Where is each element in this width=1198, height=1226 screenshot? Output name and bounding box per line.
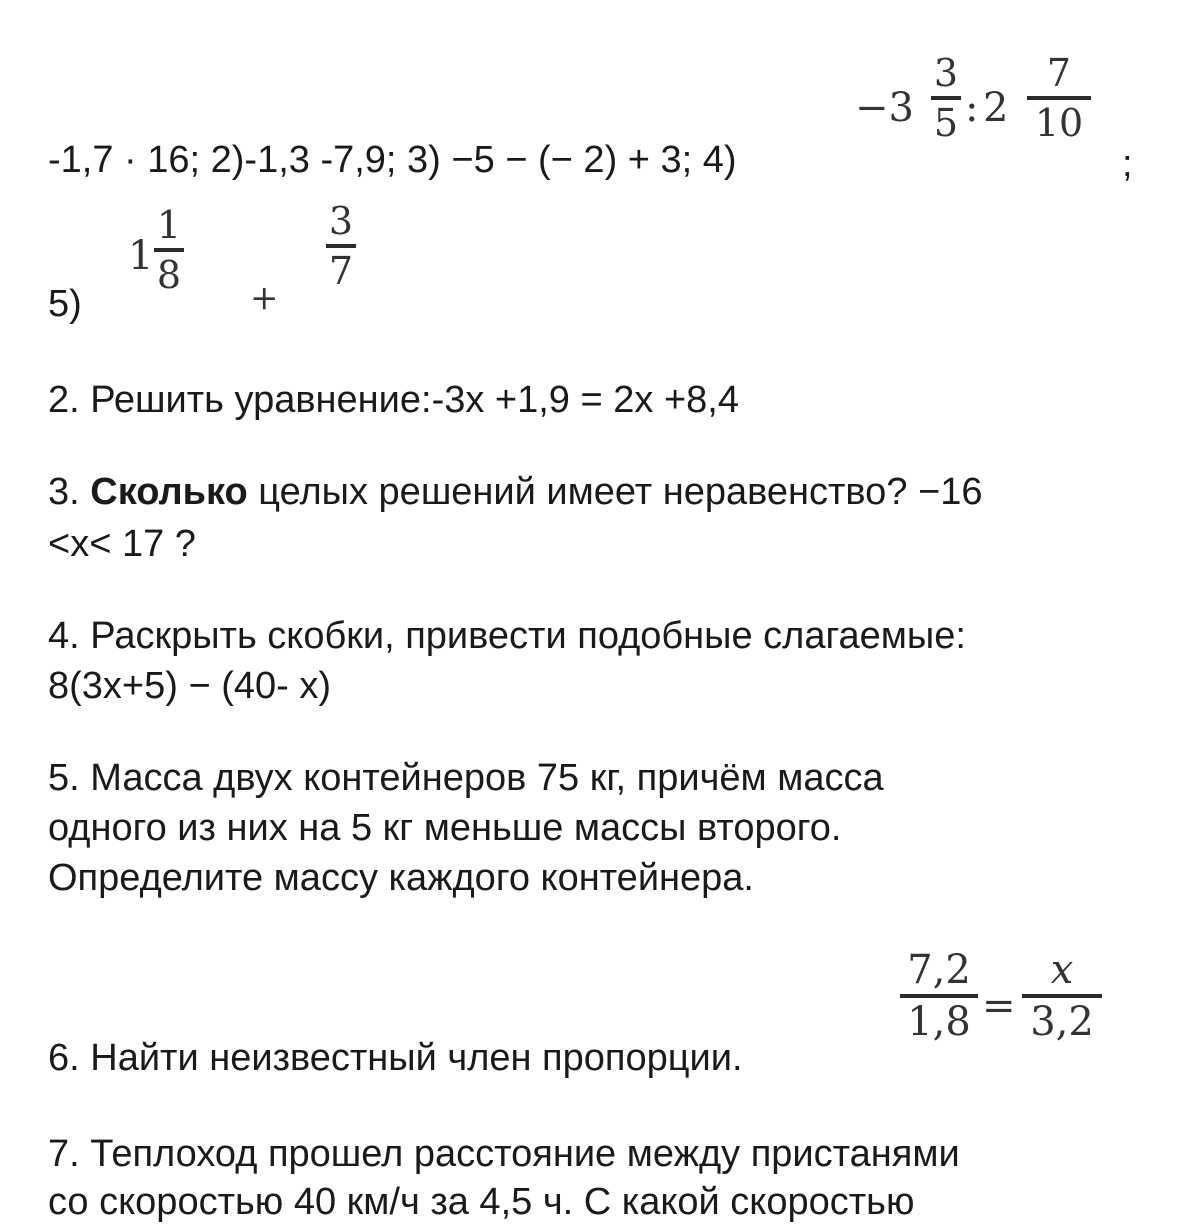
expr5-frac2-denominator: 7	[328, 249, 354, 293]
item5-label: 5)	[48, 283, 82, 325]
expr4-whole2: 2	[983, 85, 1009, 131]
proportion-equals: =	[982, 983, 1016, 1029]
task1-expr4	[855, 46, 1105, 176]
task4-line2: 8(3х+5) − (40- х)	[48, 665, 331, 707]
expr4-sign-whole: −3	[855, 85, 914, 131]
expr5-whole1: 1	[128, 233, 154, 279]
task1-line	[48, 136, 737, 184]
task1-semicolon: ;	[1122, 143, 1133, 185]
proportion-right-fraction	[1022, 947, 1102, 1045]
task3-bold-word: Сколько	[90, 471, 248, 513]
proportion-right-numerator: x	[1050, 947, 1074, 993]
expr5-plus: +	[250, 278, 279, 318]
task3-rest: целых решений имеет неравенство? −16	[247, 471, 983, 513]
expr5-frac1-denominator: 8	[156, 253, 182, 297]
fraction-bar	[326, 244, 356, 248]
task1-expr5	[128, 200, 388, 330]
task7-line2-cutoff: со скоростью 40 км/ч за 4,5 ч. С какой скоростью	[48, 1181, 915, 1223]
expr5-fraction1	[154, 203, 184, 297]
task2-line: 2. Решить уравнение:-3х +1,9 = 2х +8,4	[48, 379, 739, 421]
fraction-bar	[1027, 96, 1091, 100]
proportion-right-denominator: 3,2	[1030, 999, 1094, 1045]
expr5-fraction2	[326, 199, 356, 293]
expr4-frac2-numerator: 7	[1046, 51, 1072, 95]
task5-line3: Определите массу каждого контейнера.	[48, 857, 754, 899]
expr4-frac1-denominator: 5	[933, 101, 959, 145]
task1-text: -1,7 · 16; 2)-1,3 -7,9; 3) −5 − (− 2) + 3; 4)	[48, 139, 737, 181]
fraction-bar	[154, 248, 184, 252]
proportion-left-denominator: 1,8	[907, 999, 971, 1045]
expr4-frac2-denominator: 10	[1034, 101, 1084, 145]
task4-line1: 4. Раскрыть скобки, привести подобные слагаемые:	[48, 615, 966, 657]
task6-line: 6. Найти неизвестный член пропорции.	[48, 1037, 743, 1079]
task6-proportion	[900, 947, 1120, 1080]
expr4-frac1-numerator: 3	[933, 51, 959, 95]
task3-line2: <х< 17 ?	[48, 523, 196, 565]
fraction-bar	[931, 96, 961, 100]
task7-line1: 7. Теплоход прошел расстояние между пристанями	[48, 1133, 960, 1175]
expr5-frac2-numerator: 3	[328, 199, 354, 243]
task5-line2: одного из них на 5 кг меньше массы второго.	[48, 807, 842, 849]
expr4-colon: :	[965, 85, 979, 131]
proportion-left-numerator: 7,2	[907, 947, 971, 993]
expr4-fraction1	[931, 51, 961, 145]
expr5-frac1-numerator: 1	[156, 203, 182, 247]
task3-number: 3.	[48, 471, 80, 513]
task5-line1: 5. Масса двух контейнеров 75 кг, причём масса	[48, 757, 884, 799]
task3-line1	[48, 468, 982, 516]
expr4-fraction2	[1027, 51, 1091, 145]
fraction-bar	[900, 994, 978, 998]
fraction-bar	[1022, 994, 1102, 998]
proportion-left-fraction	[900, 947, 978, 1045]
